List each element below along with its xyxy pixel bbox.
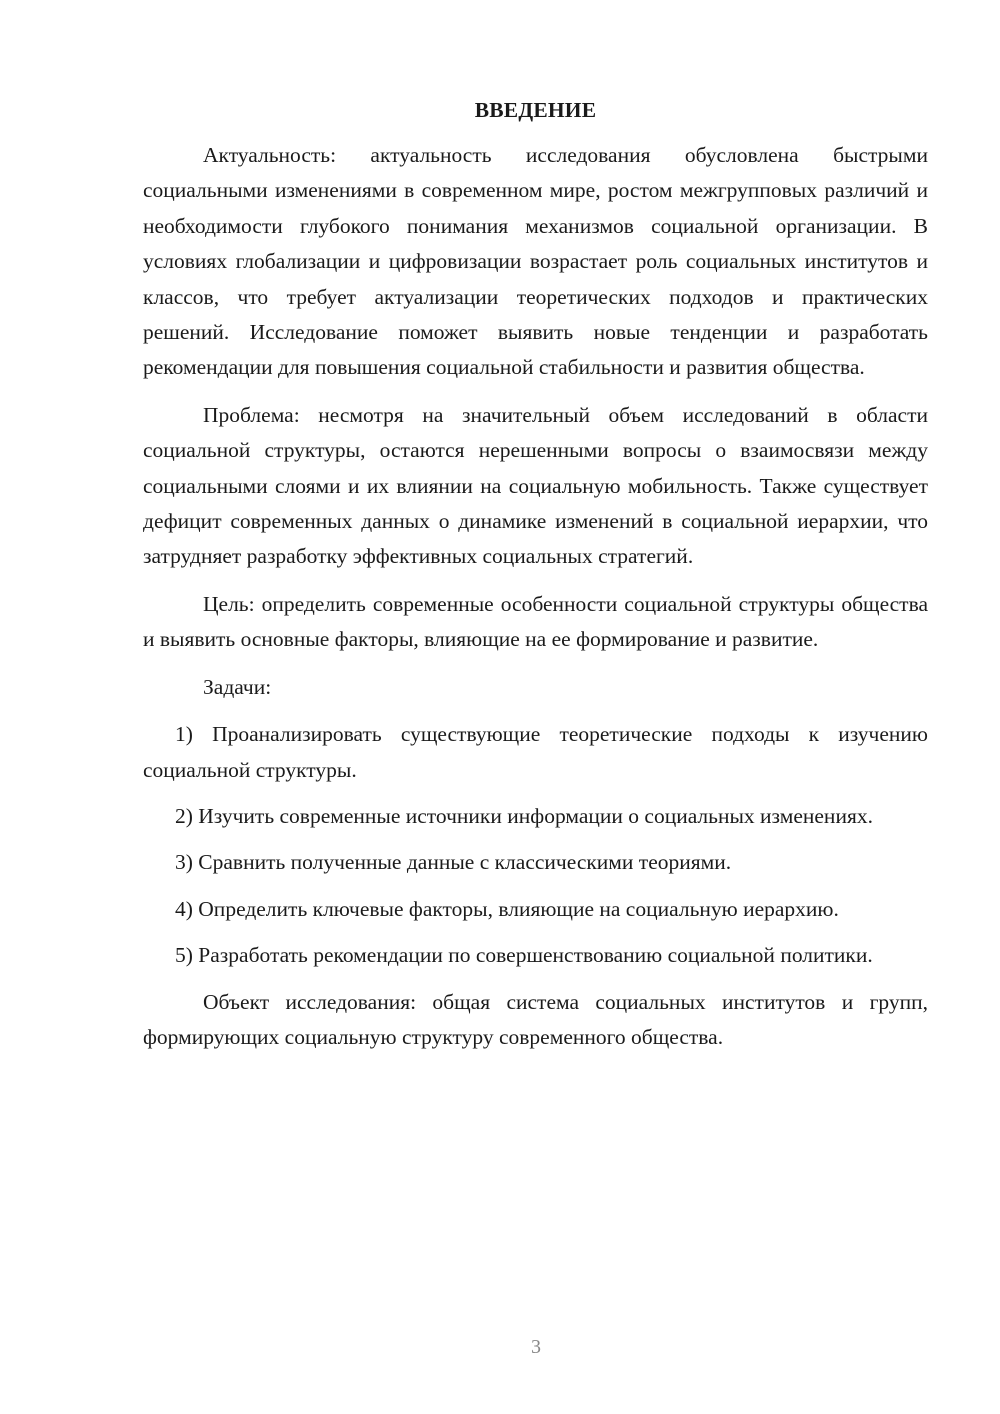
page-number: 3	[531, 1336, 541, 1358]
task-item-2: 2) Изучить современные источники информации о социальных изменениях.	[175, 803, 873, 828]
document-page	[143, 95, 928, 1067]
object-paragraph: Объект исследования: общая система социальных институтов и групп, формирующих социальную структуру современного общества.	[143, 989, 928, 1049]
task-item-5: 5) Разработать рекомендации по совершенствованию социальной политики.	[175, 943, 873, 968]
problem-paragraph: Проблема: несмотря на значительный объем исследований в области социальной структуры, остаются нерешенными вопросы о взаимосвязи между социальными слоями и их влиянии на социальную мобильность. Также существует дефицит современных данных о динамике изменений в социальной иерархии, что затрудняет разработку эффективных социальных стратегий.	[143, 402, 928, 569]
relevance-paragraph: Актуальность: актуальность исследования обусловлена быстрыми социальными изменениями в современном мире, ростом межгрупповых различий и необходимости глубокого понимания механизмов социальной организации. В условиях глобализации и цифровизации возрастает роль социальных институтов и классов, что требует актуализации теоретических подходов и практических решений. Исследование поможет выявить новые тенденции и разработать рекомендации для повышения социальной стабильности и развития общества.	[143, 143, 928, 380]
tasks-label: Задачи:	[203, 674, 272, 699]
goal-paragraph: Цель: определить современные особенности социальной структуры общества и выявить основные факторы, влияющие на ее формирование и развитие.	[143, 591, 928, 652]
section-heading: ВВЕДЕНИЕ	[474, 98, 597, 122]
task-item-3: 3) Сравнить полученные данные с классическими теориями.	[175, 850, 732, 875]
task-item-4: 4) Определить ключевые факторы, влияющие на социальную иерархию.	[175, 896, 839, 921]
task-item-1: 1) Проанализировать существующие теоретические подходы к изучению социальной структуры.	[143, 722, 928, 782]
